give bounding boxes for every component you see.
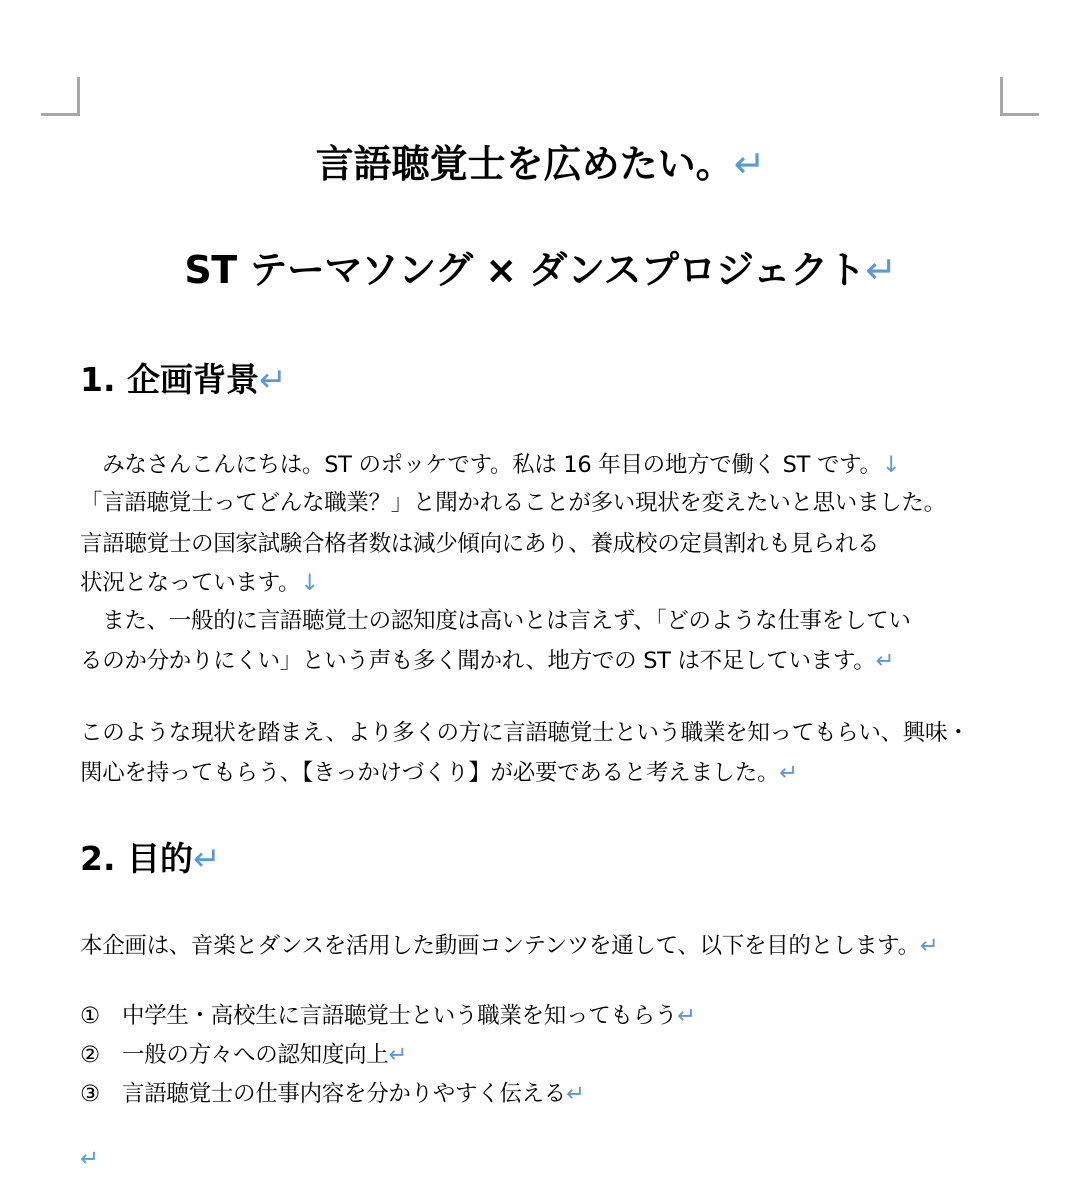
empty-paragraph	[80, 1146, 99, 1172]
document-subtitle: ST テーマソング × ダンスプロジェクト↵	[184, 248, 897, 292]
section-heading-purpose: 2. 目的↵	[80, 839, 221, 878]
paragraph-mark-icon: ↵	[259, 360, 287, 399]
paragraph-mark-icon: ↵	[733, 142, 766, 186]
paragraph-mark-icon: ↵	[566, 1081, 585, 1107]
page-corner-mark-top-left	[41, 77, 80, 116]
body-line: 状況となっています。↓	[80, 570, 319, 596]
line-break-mark-icon: ↓	[881, 452, 901, 478]
paragraph-mark-icon: ↵	[80, 1146, 99, 1172]
paragraph-mark-icon: ↵	[779, 760, 798, 786]
body-line: みなさんこんにちは。ST のポッケです。私は 16 年目の地方で働く ST です。↓	[80, 452, 901, 478]
body-line: るのか分かりにくい」という声も多く聞かれ、地方での ST は不足しています。↵	[80, 648, 895, 674]
document-title: 言語聴覚士を広めたい。↵	[315, 142, 766, 186]
list-item: ③ 言語聴覚士の仕事内容を分かりやすく伝える↵	[80, 1081, 585, 1107]
paragraph-mark-icon: ↵	[677, 1003, 696, 1029]
line-break-mark-icon: ↓	[300, 570, 319, 596]
body-line: 「言語聴覚士ってどんな職業？」と聞かれることが多い現状を変えたいと思いました。	[80, 490, 946, 516]
paragraph-mark-icon: ↵	[875, 648, 895, 674]
list-item-number: ③	[80, 1081, 100, 1107]
list-item-number: ①	[80, 1003, 100, 1029]
purpose-intro: 本企画は、音楽とダンスを活用した動画コンテンツを通して、以下を目的とします。↵	[80, 933, 939, 959]
page-corner-mark-top-right	[1000, 77, 1039, 116]
list-item: ② 一般の方々への認知度向上↵	[80, 1042, 407, 1068]
body-line: 言語聴覚士の国家試験合格者数は減少傾向にあり、養成校の定員割れも見られる	[80, 531, 880, 557]
list-item-number: ②	[80, 1042, 100, 1068]
paragraph-mark-icon: ↵	[193, 839, 221, 878]
paragraph-mark-icon: ↵	[865, 248, 897, 292]
paragraph-mark-icon: ↵	[388, 1042, 407, 1068]
body-line: 関心を持ってもらう、【きっかけづくり】が必要であると考えました。↵	[80, 760, 798, 786]
paragraph-mark-icon: ↵	[919, 933, 939, 959]
body-line: このような現状を踏まえ、より多くの方に言語聴覚士という職業を知ってもらい、興味・	[80, 720, 970, 746]
list-item: ① 中学生・高校生に言語聴覚士という職業を知ってもらう↵	[80, 1003, 696, 1029]
body-line: また、一般的に言語聴覚士の認知度は高いとは言えず、「どのような仕事をしてい	[80, 608, 911, 634]
section-heading-background: 1. 企画背景↵	[80, 360, 287, 399]
